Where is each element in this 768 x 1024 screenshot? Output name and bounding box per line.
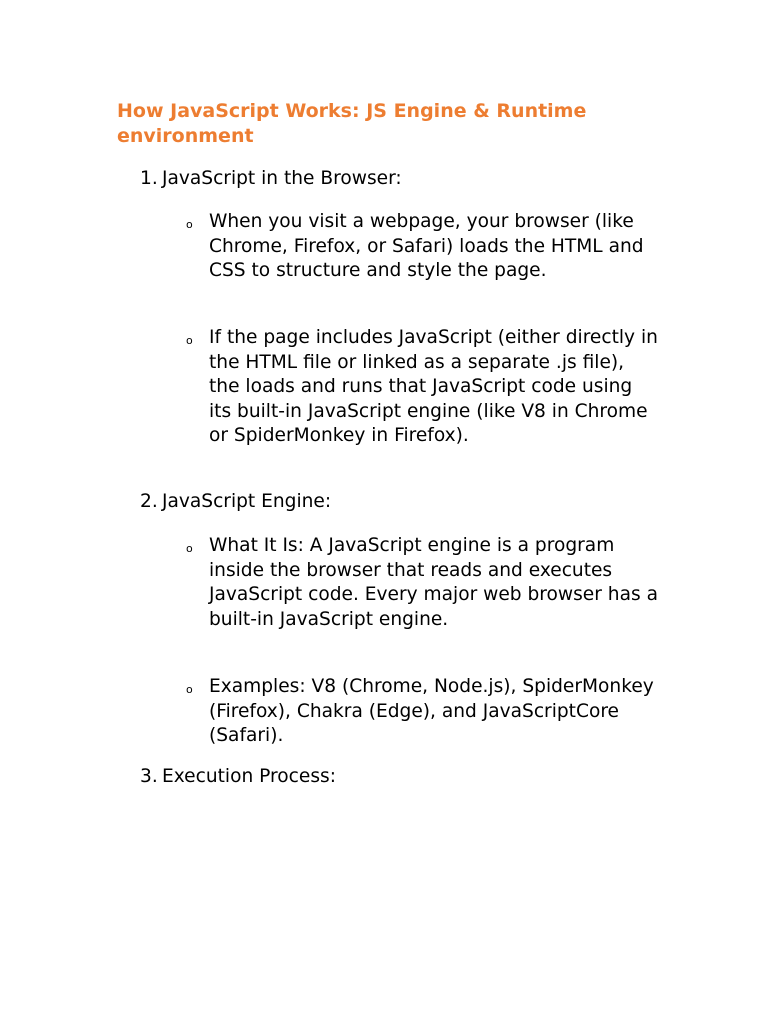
section-number: 1. <box>140 168 158 189</box>
list-item-text: What It Is: A JavaScript engine is a program inside the browser that reads and executes JavaScript code. Every major web browser has a built-in JavaScript engine. <box>209 535 658 630</box>
section-heading-text: JavaScript in the Browser: <box>162 168 402 189</box>
section-number: 3. <box>140 766 158 787</box>
list-item-text: If the page includes JavaScript (either directly in the HTML file or linked as a separate .js file), the loads and runs that JavaScript code using its built-in JavaScript engine (like V8 in Chrome or SpiderMonkey in Firefox). <box>209 327 658 446</box>
bullet-icon: o <box>186 218 193 231</box>
list-item-text: When you visit a webpage, your browser (like Chrome, Firefox, or Safari) loads the HTML and CSS to structure and style the page. <box>209 211 644 281</box>
section-heading-2 <box>140 490 331 515</box>
list-item-text: Examples: V8 (Chrome, Node.js), SpiderMonkey (Firefox), Chakra (Edge), and JavaScriptCore (Safari). <box>209 676 654 746</box>
section-heading-text: Execution Process: <box>162 766 336 787</box>
bullet-icon: o <box>186 542 193 555</box>
document-title: How JavaScript Works: JS Engine & Runtime environment <box>117 100 587 147</box>
bullet-icon: o <box>186 683 193 696</box>
section-heading-1 <box>140 167 402 192</box>
section-heading-text: JavaScript Engine: <box>162 491 332 512</box>
section-heading-3 <box>140 765 336 790</box>
section-number: 2. <box>140 491 158 512</box>
bullet-icon: o <box>186 334 193 347</box>
